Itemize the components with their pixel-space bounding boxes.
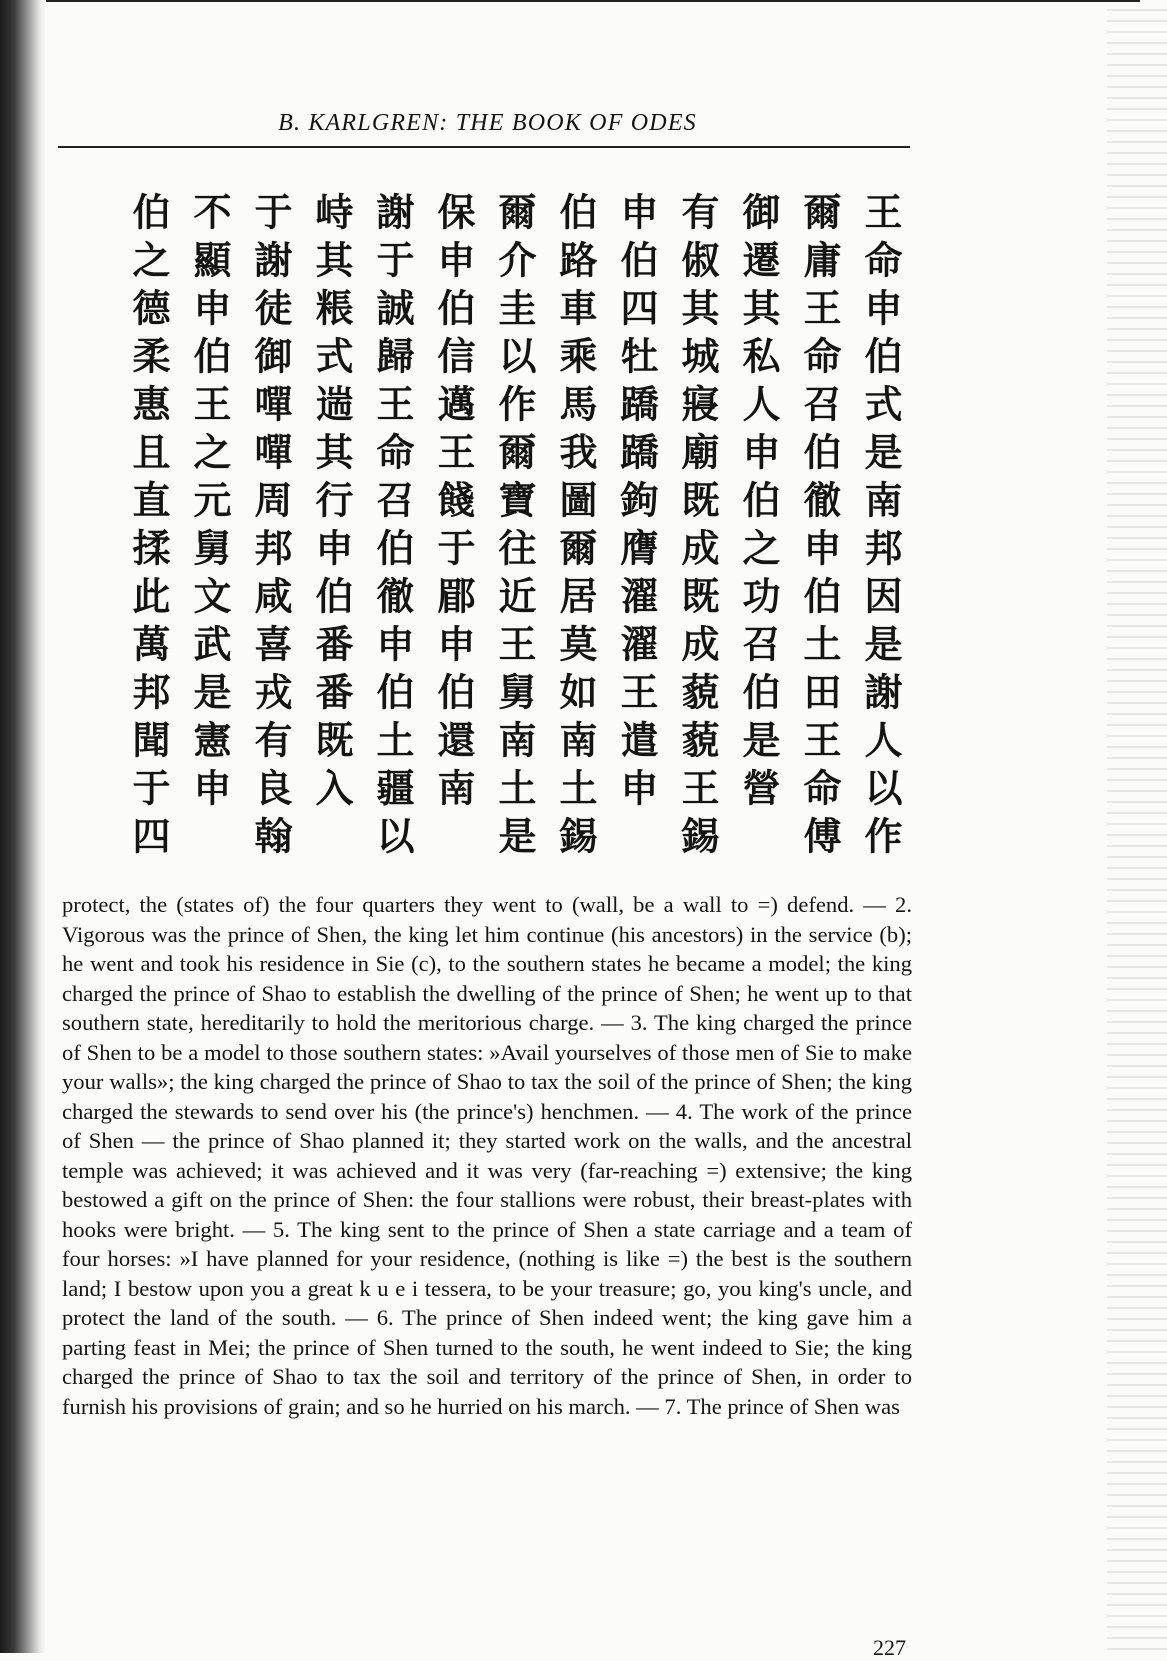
chinese-column: 伯之德柔惠且直揉此萬邦聞于四 [126, 192, 170, 864]
header-rule [58, 146, 910, 148]
chinese-column: 有俶其城寢廟既成既成藐藐王錫 [675, 192, 719, 864]
running-header: B. KARLGREN: THE BOOK OF ODES [278, 110, 697, 136]
chinese-column: 爾庸王命召伯徹申伯土田王命傅 [797, 192, 841, 864]
chinese-column: 御遷其私人申伯之功召伯是營 [736, 192, 780, 816]
chinese-column: 謝于誠歸王命召伯徹申伯土疆以 [370, 192, 414, 864]
page-right-edge [1107, 0, 1167, 1653]
chinese-column: 爾介圭以作爾寶往近王舅南土是 [492, 192, 536, 864]
page-top-edge [0, 0, 1140, 2]
chinese-column: 不顯申伯王之元舅文武是憲申 [187, 192, 231, 816]
book-spine-shadow [0, 0, 46, 1653]
chinese-column: 伯路車乘馬我圖爾居莫如南土錫 [553, 192, 597, 864]
chinese-column: 王命申伯式是南邦因是謝人以作 [858, 192, 902, 864]
chinese-column: 保申伯信邁王餞于郿申伯還南 [431, 192, 475, 816]
page-number: 227 [873, 1635, 906, 1660]
translation-paragraph: protect, the (states of) the four quarters they went to (wall, be a wall to =) defend. — 2. Vigorous was the prince of Shen, the king let him continue (his ancestors) in the service (b); he went and took his residence in Sie (c), to the southern states he became a model; the king charged the prince of Shao to establish the dwelling of the prince of Shen; he went up to that southern state, hereditarily to hold the meritorious charge. — 3. The king charged the prince of Shen to be a model to those southern states: »Avail yourselves of those men of Sie to make your walls»; the king charged the prince of Shao to tax the soil of the prince of Shen; the king charged the stewards to send over his (the prince's) henchmen. — 4. The work of the prince of Shen — the prince of Shao planned it; they started work on the walls, and the ancestral temple was achieved; it was achieved and it was very (far-reaching =) extensive; the king bestowed a gift on the prince of Shen: the four stallions were robust, their breast-plates with hooks were bright. — 5. The king sent to the prince of Shen a state carriage and a team of four horses: »I have planned for your residence, (nothing is like =) the best is the southern land; I bestow upon you a great k u e i tessera, to be your treasure; go, you king's uncle, and protect the land of the south. — 6. The prince of Shen indeed went; the king gave him a parting feast in Mei; the prince of Shen turned to the south, he went indeed to Sie; the king charged the prince of Shao to tax the soil and territory of the prince of Shen, in order to furnish his provisions of grain; and so he hurried on his march. — 7. The prince of Shen was [62, 892, 912, 1419]
chinese-column: 峙其粻式遄其行申伯番番既入 [309, 192, 353, 816]
chinese-column: 申伯四牡蹻蹻鉤膺濯濯王遣申 [614, 192, 658, 816]
chinese-verse-block [70, 192, 910, 882]
chinese-column: 于謝徒御嘽嘽周邦咸喜戎有良翰 [248, 192, 292, 864]
